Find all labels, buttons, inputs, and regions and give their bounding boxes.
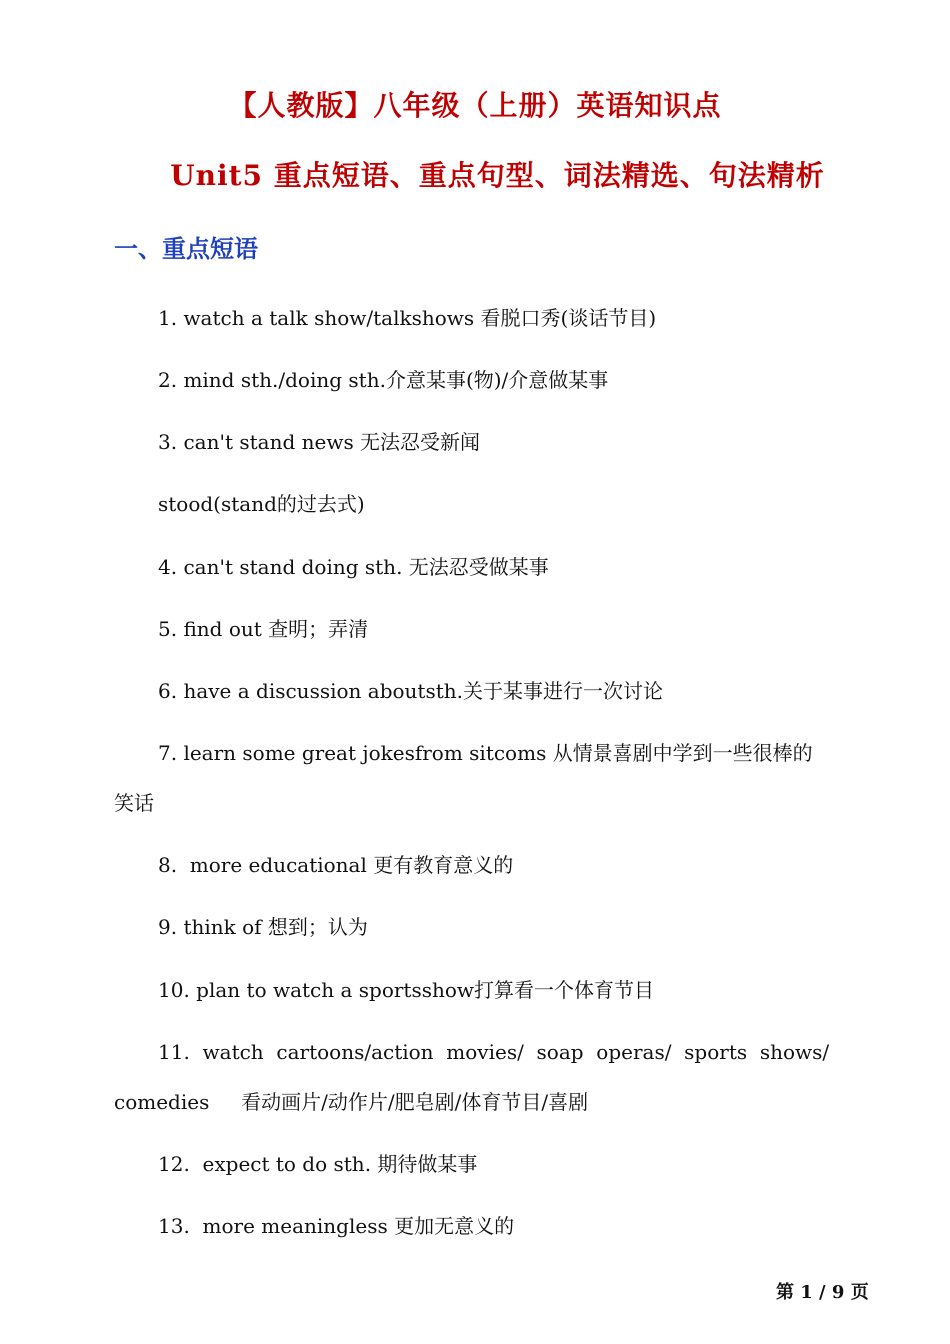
phrase-item: 12. expect to do sth. 期待做某事 (158, 1152, 478, 1176)
phrase-item: 3. can't stand news 无法忍受新闻 (158, 430, 481, 454)
phrase-item: 10. plan to watch a sportsshow打算看一个体育节目 (158, 978, 655, 1002)
document-subtitle: Unit5 重点短语、重点句型、词法精选、句法精析 (170, 159, 825, 192)
phrase-item: 1. watch a talk show/talkshows 看脱口秀(谈话节目) (158, 306, 657, 330)
document-title: 【人教版】八年级（上册）英语知识点 (228, 89, 722, 122)
phrase-item-continuation: 笑话 (114, 791, 154, 815)
phrase-item: 6. have a discussion aboutsth.关于某事进行一次讨论 (158, 679, 663, 703)
section-heading: 一、重点短语 (114, 234, 258, 263)
page-number: 第 1 / 9 页 (776, 1282, 869, 1303)
phrase-item: 5. find out 查明；弄清 (158, 617, 369, 641)
phrase-item-continuation: comedies 看动画片/动作片/肥皂剧/体育节目/喜剧 (114, 1090, 589, 1114)
phrase-item: 7. learn some great jokesfrom sitcoms 从情景喜剧中学到一些很棒的 (158, 741, 813, 765)
phrase-item: 13. more meaningless 更加无意义的 (158, 1214, 515, 1238)
phrase-item: 9. think of 想到；认为 (158, 915, 368, 939)
phrase-item: 8. more educational 更有教育意义的 (158, 853, 514, 877)
phrase-item: 2. mind sth./doing sth.介意某事(物)/介意做某事 (158, 368, 609, 392)
phrase-item: 4. can't stand doing sth. 无法忍受做某事 (158, 555, 549, 579)
phrase-note: stood(stand的过去式) (158, 492, 365, 516)
phrase-item: 11. watch cartoons/action movies/ soap operas/ sports shows/ (158, 1040, 830, 1064)
